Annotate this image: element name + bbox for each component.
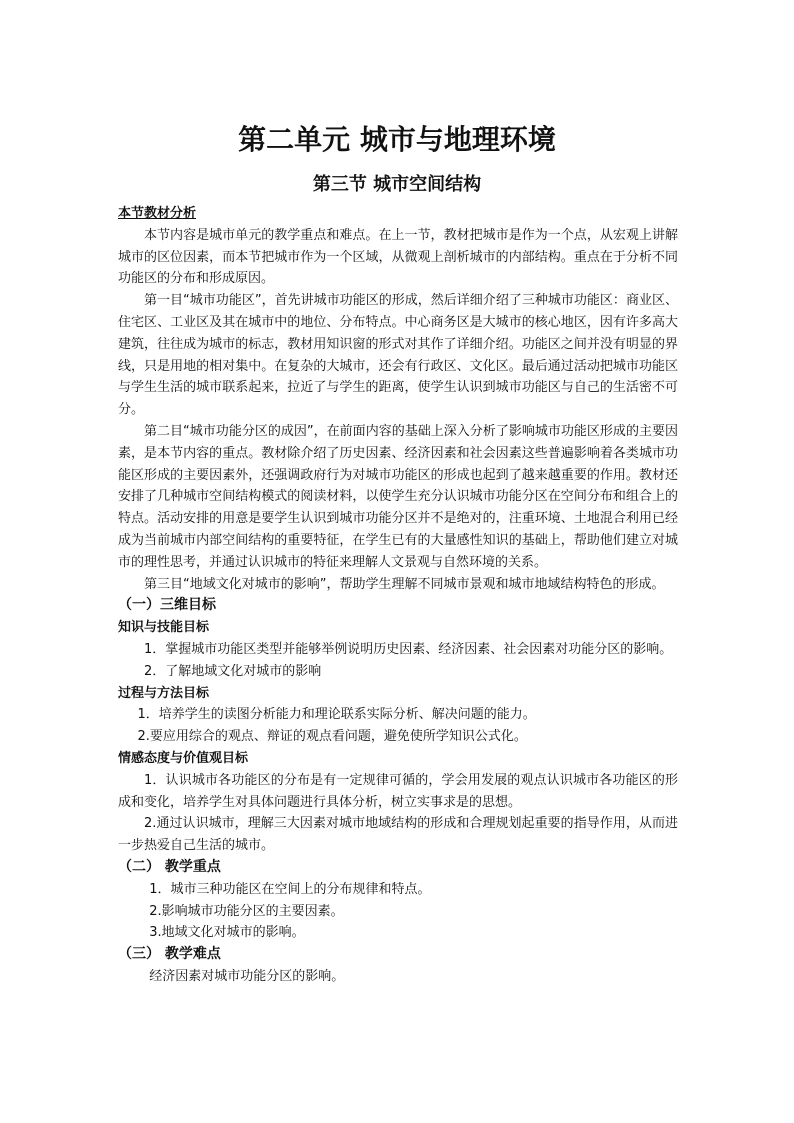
goals-heading: （一）三维目标 bbox=[118, 597, 216, 614]
knowledge-goal-item: 2．了解地域文化对城市的影响 bbox=[144, 663, 322, 679]
key-points-heading: （二） 教学重点 bbox=[118, 858, 221, 875]
knowledge-goals-heading: 知识与技能目标 bbox=[118, 620, 210, 636]
knowledge-goal-item: 1．掌握城市功能区类型并能够举例说明历史因素、经济因素、社会因素对功能分区的影响。 bbox=[144, 641, 673, 657]
document-body bbox=[118, 203, 678, 988]
attitude-goal-item: 1．认识城市各功能区的分布是有一定规律可循的，学会用发展的观点认识城市各功能区的形成和变化，培养学生对具体问题进行具体分析，树立实事求是的思想。 bbox=[118, 772, 678, 810]
analysis-paragraph: 本节内容是城市单元的教学重点和难点。在上一节，教材把城市是作为一个点，从宏观上讲解城市的区位因素，而本节把城市作为一个区域，从微观上剖析城市的内部结构。重点在于分析不同功能区的分布和形成原因。 bbox=[118, 227, 678, 287]
analysis-paragraph: 第三目“地域文化对城市的影响”，帮助学生理解不同城市景观和城市地域结构特色的形成。 bbox=[144, 576, 665, 592]
process-goal-item: 1．培养学生的读图分析能力和理论联系实际分析、解决问题的能力。 bbox=[137, 707, 536, 723]
analysis-paragraph: 第一目“城市功能区”，首先讲城市功能区的形成，然后详细介绍了三种城市功能区：商业区、住宅区、工业区及其在城市中的地位、分布特点。中心商务区是大城市的核心地区，因有许多高大建筑，往往成为城市的标志，教材用知识窗的形式对其作了详细介绍。功能区之间并没有明显的界线，只是用地的相对集中。在复杂的大城市，还会有行政区、文化区。最后通过活动把城市功能区与学生生活的城市联系起来，拉近了与学生的距离，使学生认识到城市功能区与自己的生活密不可分。 bbox=[118, 293, 678, 418]
key-point-item: 1．城市三种功能区在空间上的分布规律和特点。 bbox=[149, 881, 431, 897]
process-goals-heading: 过程与方法目标 bbox=[118, 685, 210, 701]
analysis-heading: 本节教材分析 bbox=[118, 206, 197, 221]
key-point-item: 3.地域文化对城市的影响。 bbox=[149, 925, 305, 941]
section-title: 第三节 城市空间结构 bbox=[312, 174, 482, 195]
process-goal-item: 2.要应用综合的观点、辩证的观点看问题，避免使所学知识公式化。 bbox=[137, 729, 527, 745]
key-point-item: 2.影响城市功能分区的主要因素。 bbox=[149, 903, 344, 919]
difficulty-item: 经济因素对城市功能分区的影响。 bbox=[149, 968, 345, 984]
attitude-goals-heading: 情感态度与价值观目标 bbox=[118, 750, 249, 766]
attitude-goal-item: 2.通过认识城市，理解三大因素对城市地域结构的形成和合理规划起重要的指导作用，从而进一步热爱自己生活的城市。 bbox=[118, 816, 678, 854]
difficulties-heading: （三） 教学难点 bbox=[118, 946, 221, 963]
analysis-paragraph: 第二目“城市功能分区的成因”，在前面内容的基础上深入分析了影响城市功能区形成的主要因素，是本节内容的重点。教材除介绍了历史因素、经济因素和社会因素这些普遍影响着各类城市功能区形成的主要因素外，还强调政府行为对城市功能区的形成也起到了越来越重要的作用。教材还安排了几种城市空间结构模式的阅读材料，以使学生充分认识城市功能分区在空间分布和组合上的特点。活动安排的用意是要学生认识到城市功能分区并不是绝对的，注重环境、土地混合利用已经成为当前城市内部空间结构的重要特征，在学生已有的大量感性知识的基础上，帮助他们建立对城市的理性思考，并通过认识城市的特征来理解人文景观与自然环境的关系。 bbox=[118, 423, 678, 570]
document-title: 第二单元 城市与地理环境 bbox=[238, 123, 556, 156]
